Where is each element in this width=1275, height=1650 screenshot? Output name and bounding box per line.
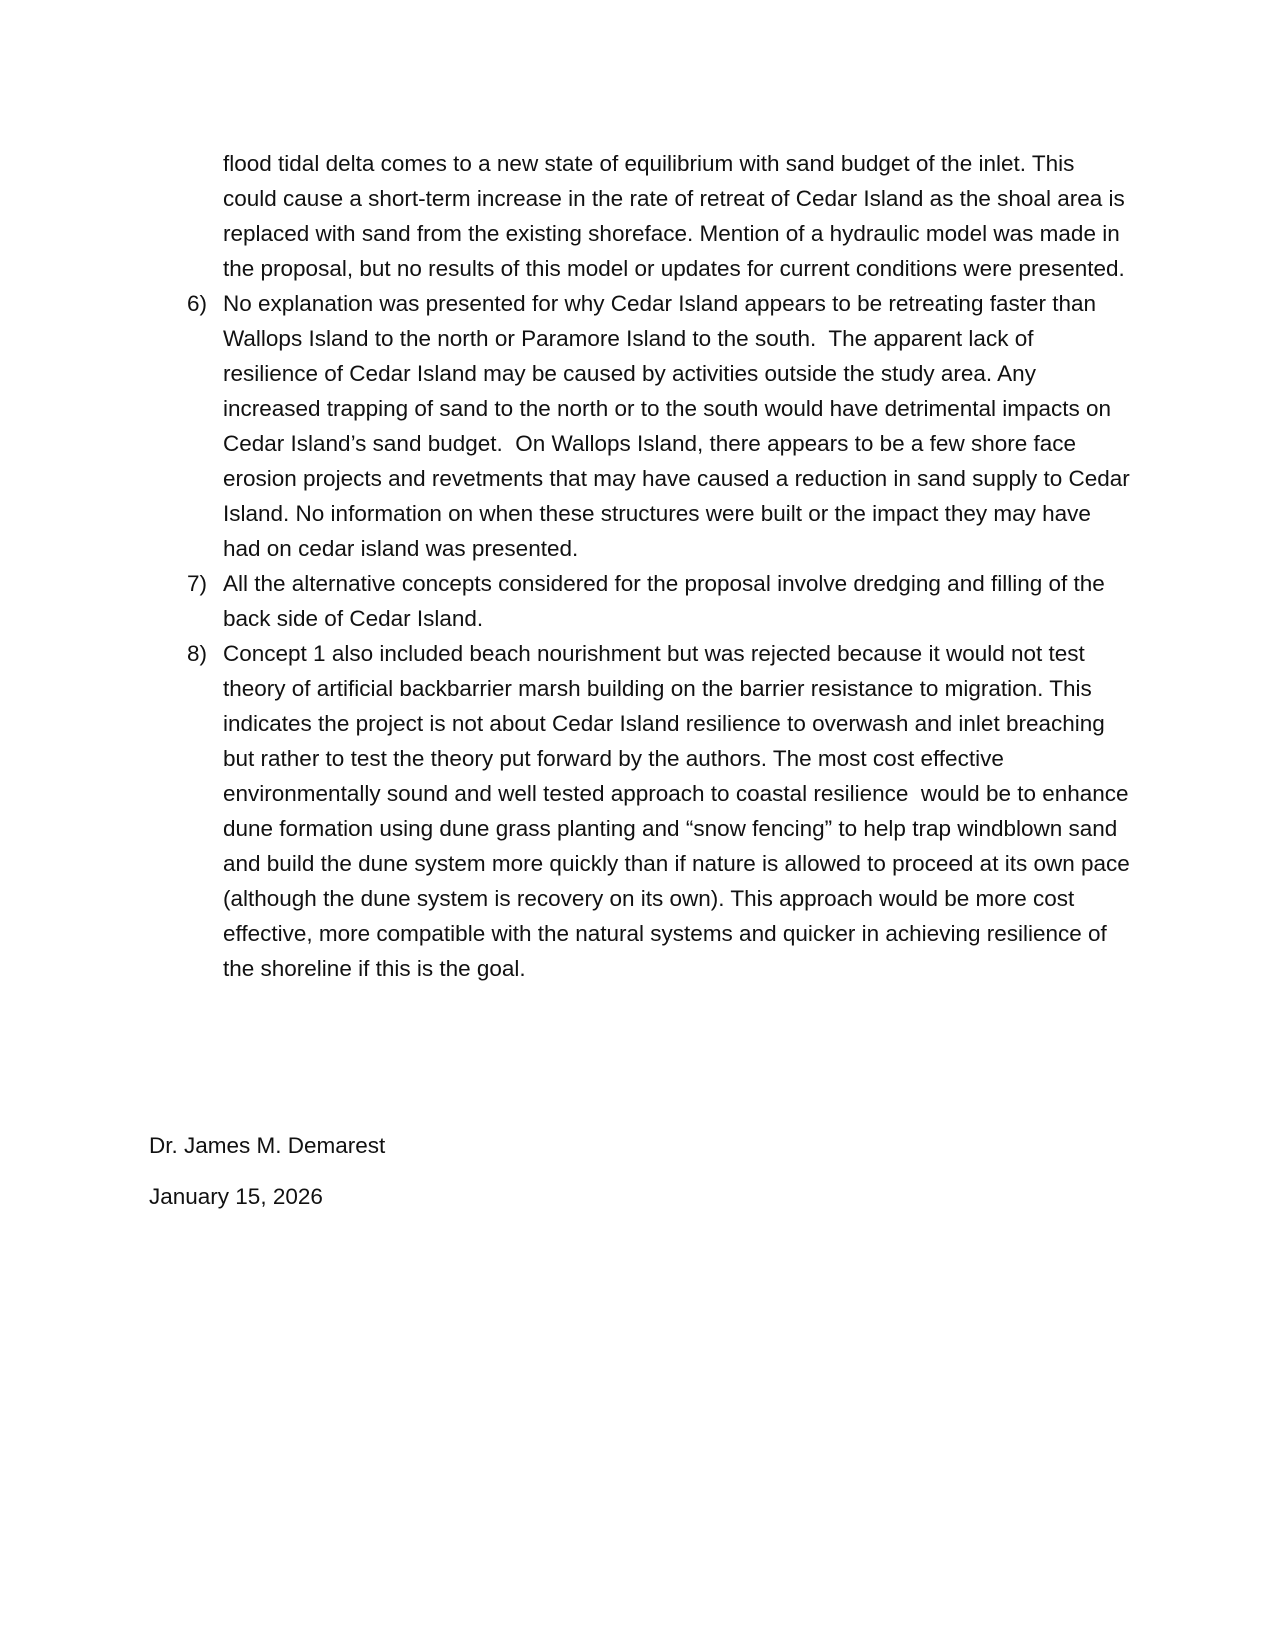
list-number: 7) xyxy=(187,571,208,596)
list-item-7 xyxy=(149,566,1131,636)
list-item-text: No explanation was presented for why Cedar Island appears to be retreating faster than Wallops Island to the north or Paramore Island to the south. The apparent lack of resilience of Cedar Island may be caused by activities outside the study area. Any increased trapping of sand to the north or to the south would have detrimental impacts on Cedar Island’s sand budget. On Wallops Island, there appears to be a few shore face erosion projects and revetments that may have caused a reduction in sand supply to Cedar Island. No information on when these structures were built or the impact they may have had on cedar island was presented. xyxy=(223,291,1137,561)
signature-date: January 15, 2026 xyxy=(149,1184,323,1209)
signature-block xyxy=(149,1128,749,1230)
list-item-text: Concept 1 also included beach nourishment but was rejected because it would not test theory of artificial backbarrier marsh building on the barrier resistance to migration. This indicates the project is not about Cedar Island resilience to overwash and inlet breaching but rather to test the theory put forward by the authors. The most cost effective environmentally sound and well tested approach to coastal resilience would be to enhance dune formation using dune grass planting and “snow fencing” to help trap windblown sand and build the dune system more quickly than if nature is allowed to proceed at its own pace (although the dune system is recovery on its own). This approach would be more cost effective, more compatible with the natural systems and quicker in achieving resilience of the shoreline if this is the goal. xyxy=(223,641,1137,981)
list-number: 8) xyxy=(187,641,208,666)
list-item-8 xyxy=(149,636,1137,986)
document-body xyxy=(149,146,1137,986)
continuation-paragraph: flood tidal delta comes to a new state of equilibrium with sand budget of the inlet. This could cause a short-term increase in the rate of retreat of Cedar Island as the shoal area is replaced with sand from the existing shoreface. Mention of a hydraulic model was made in the proposal, but no results of this model or updates for current conditions were presented. xyxy=(223,151,1131,281)
list-number: 6) xyxy=(187,291,208,316)
author-name: Dr. James M. Demarest xyxy=(149,1133,386,1158)
list-item-text: All the alternative concepts considered for the proposal involve dredging and filling of the back side of Cedar Island. xyxy=(223,571,1112,631)
list-item-6 xyxy=(149,286,1137,566)
